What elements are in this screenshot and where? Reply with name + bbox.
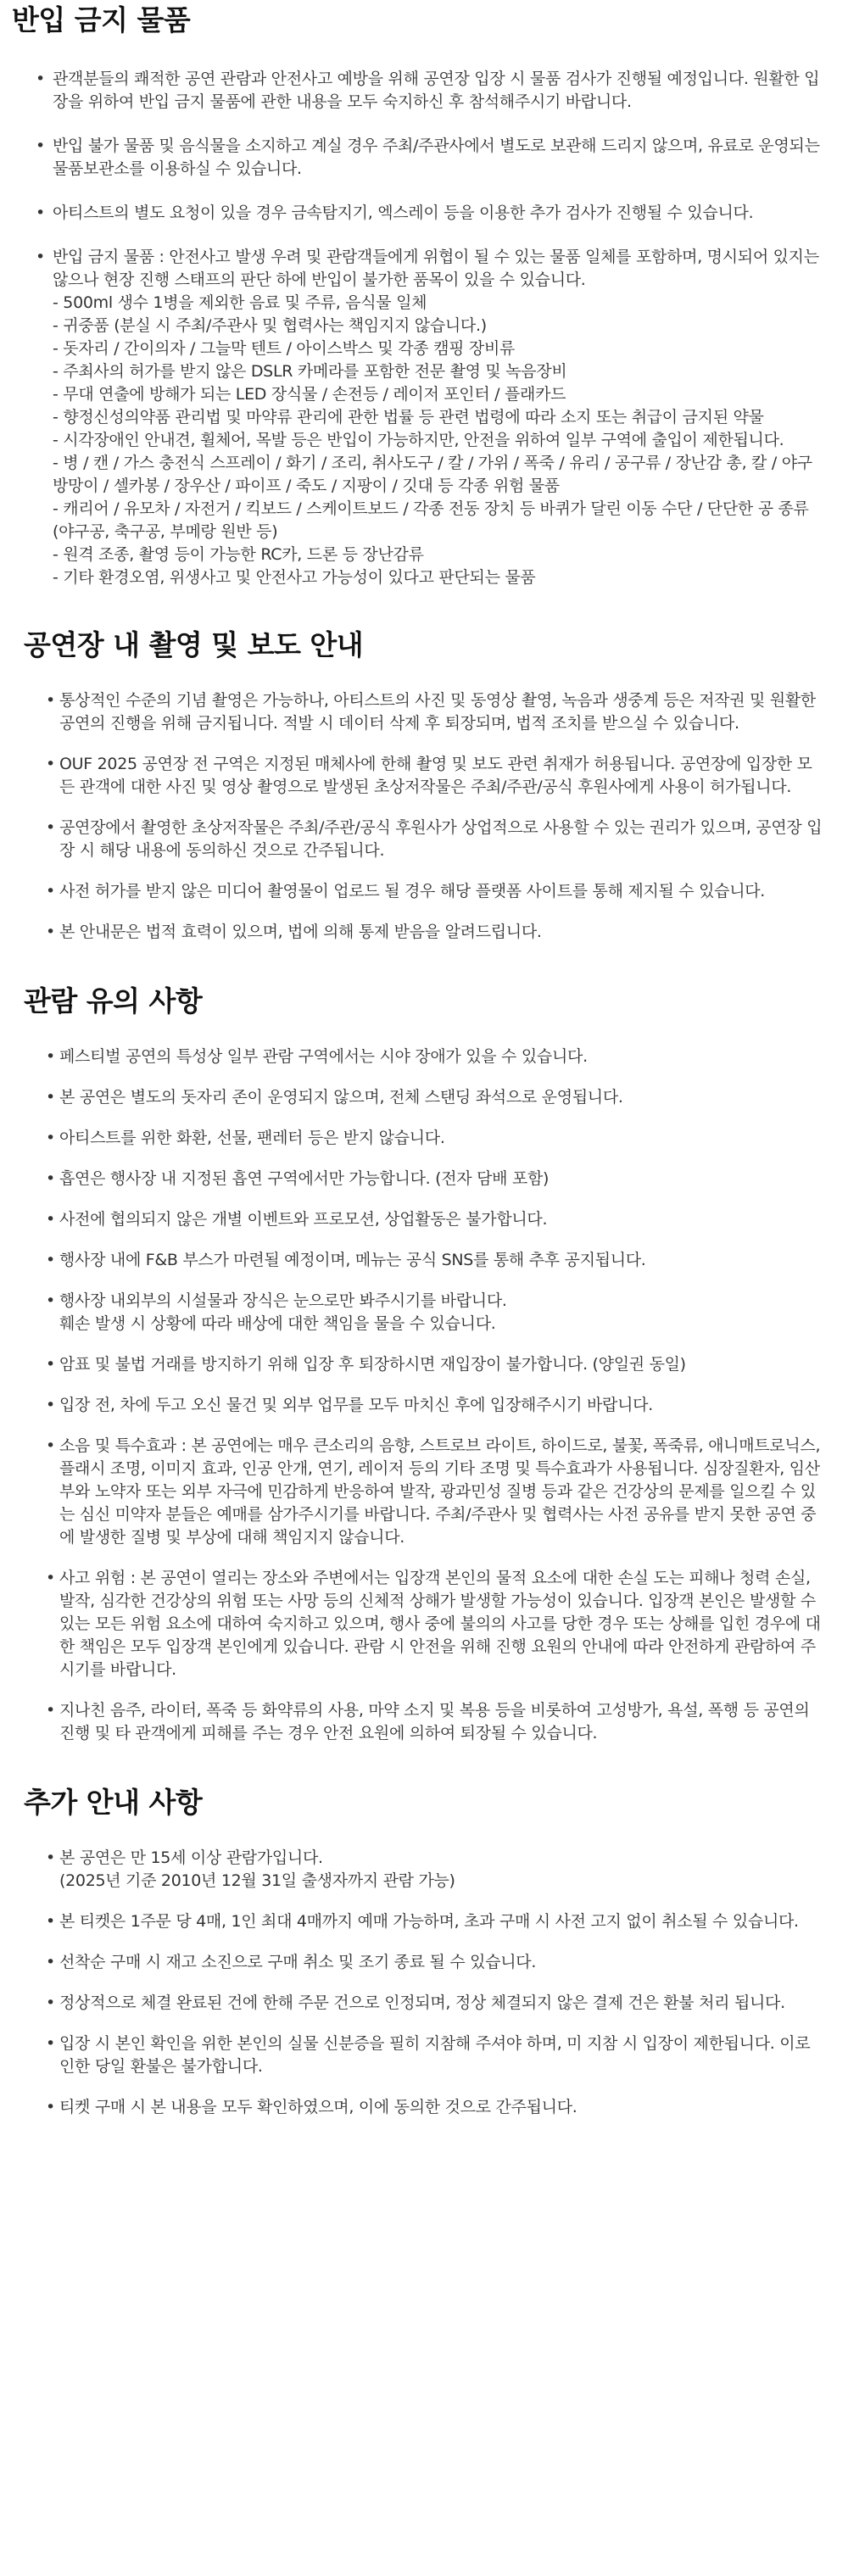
list-item: • 관객분들의 쾌적한 공연 관람과 안전사고 예방을 위해 공연장 입장 시 물품 검사가 진행될 예정입니다. 원활한 입장을 위하여 반입 금지 물품에 관한 내용을 모두 숙지하신 후 참석해주시기 바랍니다. <box>12 68 824 114</box>
list-item: • 아티스트의 별도 요청이 있을 경우 금속탐지기, 엑스레이 등을 이용한 추가 검사가 진행될 수 있습니다. <box>12 202 824 225</box>
section-title: 추가 안내 사항 <box>24 1786 203 1819</box>
list-item: • 반입 금지 물품 : 안전사고 발생 우려 및 관람객들에게 위협이 될 수 있는 물품 일체를 포함하며, 명시되어 있지는 않으나 현장 진행 스태프의 판단 하에 반입이 불가한 품목이 있을 수 있습니다. - 500ml 생수 1병을 제외한 음료 및 주류, 음식물 일체 - 귀중품 (분실 시 주최/주관사 및 협력사는 책임지지 않습니다.) - 돗자리 / 간이의자 / 그늘막 텐트 / 아이스박스 및 각종 캠핑 장비류 - 주최사의 허가를 받지 않은 DSLR 카메라를 포함한 전문 촬영 및 녹음장비 - 무대 연출에 방해가 되는 LED 장식물 / 손전등 / 레이저 포인터 / 플래카드 - 향정신성의약품 관리법 및 마약류 관리에 관한 법률 등 관련 법령에 따라 소지 또는 취급이 금지된 약물 - 시각장애인 안내견, 휠체어, 목발 등은 반입이 가능하지만, 안전을 위하여 일부 구역에 출입이 제한됩니다. - 병 / 캔 / 가스 충전식 스프레이 / 화기 / 조리, 취사도구 / 칼 / 가위 / 폭죽 / 유리 / 공구류 / 장난감 총, 칼 / 야구방망이 / 셀카봉 / 장우산 / 파이프 / 죽도 / 지팡이 / 깃대 등 각종 위험 물품 - 캐리어 / 유모차 / 자전거 / 킥보드 / 스케이트보드 / 각종 전동 장치 등 바퀴가 달린 이동 수단 / 단단한 공 종류 (야구공, 축구공, 부메랑 원반 등) - 원격 조종, 촬영 등이 가능한 RC카, 드론 등 장난감류 - 기타 환경오염, 위생사고 및 안전사고 가능성이 있다고 판단되는 물품 <box>12 246 824 589</box>
section-viewing-notes <box>12 981 824 1745</box>
list-item: • 흡연은 행사장 내 지정된 흡연 구역에서만 가능합니다. (전자 담배 포함) <box>12 1168 824 1190</box>
list-item: • 본 안내문은 법적 효력이 있으며, 법에 의해 통제 받음을 알려드립니다. <box>12 921 824 944</box>
list-item: • 행사장 내에 F&B 부스가 마련될 예정이며, 메뉴는 공식 SNS를 통해 추후 공지됩니다. <box>12 1249 824 1272</box>
section-title: 반입 금지 물품 <box>12 3 191 36</box>
list-item: • 입장 전, 차에 두고 오신 물건 및 외부 업무를 모두 마치신 후에 입장해주시기 바랍니다. <box>12 1394 824 1417</box>
section-title: 공연장 내 촬영 및 보도 안내 <box>24 628 364 661</box>
list-item: • 반입 불가 물품 및 음식물을 소지하고 계실 경우 주최/주관사에서 별도로 보관해 드리지 않으며, 유료로 운영되는 물품보관소를 이용하실 수 있습니다. <box>12 135 824 181</box>
list-item: • 입장 시 본인 확인을 위한 본인의 실물 신분증을 필히 지참해 주셔야 하며, 미 지참 시 입장이 제한됩니다. 이로 인한 당일 환불은 불가합니다. <box>12 2032 824 2078</box>
list-item: • 통상적인 수준의 기념 촬영은 가능하나, 아티스트의 사진 및 동영상 촬영, 녹음과 생중계 등은 저작권 및 원활한 공연의 진행을 위해 금지됩니다. 적발 시 데이터 삭제 후 퇴장되며, 법적 조치를 받으실 수 있습니다. <box>12 689 824 735</box>
section-list <box>12 1847 824 2119</box>
list-item: • OUF 2025 공연장 전 구역은 지정된 매체사에 한해 촬영 및 보도 관련 취재가 허용됩니다. 공연장에 입장한 모든 관객에 대한 사진 및 영상 촬영으로 발생된 초상저작물은 주최/주관/공식 후원사에게 사용이 허가됩니다. <box>12 753 824 799</box>
list-item: • 본 공연은 별도의 돗자리 존이 운영되지 않으며, 전체 스탠딩 좌석으로 운영됩니다. <box>12 1086 824 1109</box>
list-item: • 아티스트를 위한 화환, 선물, 팬레터 등은 받지 않습니다. <box>12 1127 824 1150</box>
list-item: • 암표 및 불법 거래를 방지하기 위해 입장 후 퇴장하시면 재입장이 불가합니다. (양일권 동일) <box>12 1353 824 1376</box>
list-item: • 정상적으로 체결 완료된 건에 한해 주문 건으로 인정되며, 정상 체결되지 않은 결제 건은 환불 처리 됩니다. <box>12 1992 824 2015</box>
list-item: • 사전 허가를 받지 않은 미디어 촬영물이 업로드 될 경우 해당 플랫폼 사이트를 통해 제지될 수 있습니다. <box>12 880 824 903</box>
section-list <box>12 689 824 944</box>
section-additional-info <box>12 1782 824 2119</box>
list-item: • 페스티벌 공연의 특성상 일부 관람 구역에서는 시야 장애가 있을 수 있습니다. <box>12 1045 824 1068</box>
list-item: • 선착순 구매 시 재고 소진으로 구매 취소 및 조기 종료 될 수 있습니다. <box>12 1951 824 1974</box>
section-title: 관람 유의 사항 <box>24 984 203 1018</box>
list-item: • 본 공연은 만 15세 이상 관람가입니다. (2025년 기준 2010년 12월 31일 출생자까지 관람 가능) <box>12 1847 824 1893</box>
section-list <box>12 68 824 589</box>
list-item: • 사전에 협의되지 않은 개별 이벤트와 프로모션, 상업활동은 불가합니다. <box>12 1208 824 1231</box>
list-item: • 본 티켓은 1주문 당 4매, 1인 최대 4매까지 예매 가능하며, 초과 구매 시 사전 고지 없이 취소될 수 있습니다. <box>12 1910 824 1933</box>
section-list <box>12 1045 824 1745</box>
list-item: • 공연장에서 촬영한 초상저작물은 주최/주관/공식 후원사가 상업적으로 사용할 수 있는 권리가 있으며, 공연장 입장 시 해당 내용에 동의하신 것으로 간주됩니다. <box>12 817 824 862</box>
list-item: • 사고 위험 : 본 공연이 열리는 장소와 주변에서는 입장객 본인의 물적 요소에 대한 손실 도는 피해나 청력 손실, 발작, 심각한 건강상의 위험 또는 사망 등의 신체적 상해가 발생할 가능성이 있습니다. 입장객 본인은 발생할 수 있는 모든 위험 요소에 대하여 숙지하고 있으며, 행사 중에 불의의 사고를 당한 경우 또는 상해를 입힌 경우에 대한 책임은 모두 입장객 본인에게 있습니다. 관람 시 안전을 위해 진행 요원의 안내에 따라 안전하게 관람하여 주시기를 바랍니다. <box>12 1567 824 1681</box>
list-item: • 소음 및 특수효과 : 본 공연에는 매우 큰소리의 음향, 스트로브 라이트, 하이드로, 불꽃, 폭죽류, 애니매트로닉스, 플래시 조명, 이미지 효과, 인공 안개, 연기, 레이저 등의 기타 조명 및 특수효과가 사용됩니다. 심장질환자, 임산부와 노약자 또는 외부 자극에 민감하게 반응하여 발작, 광과민성 질병 등과 같은 건강상의 문제를 일으킬 수 있는 심신 미약자 분들은 예매를 삼가주시기를 바랍니다. 주최/주관사 및 협력사는 사전 공유를 받지 못한 공연 중에 발생한 질병 및 부상에 대해 책임지지 않습니다. <box>12 1435 824 1549</box>
section-filming-press <box>12 625 824 944</box>
section-prohibited-items <box>12 0 824 589</box>
list-item: • 행사장 내외부의 시설물과 장식은 눈으로만 봐주시기를 바랍니다. 훼손 발생 시 상황에 따라 배상에 대한 책임을 물을 수 있습니다. <box>12 1290 824 1335</box>
list-item: • 티켓 구매 시 본 내용을 모두 확인하였으며, 이에 동의한 것으로 간주됩니다. <box>12 2096 824 2119</box>
list-item: • 지나친 음주, 라이터, 폭죽 등 화약류의 사용, 마약 소지 및 복용 등을 비롯하여 고성방가, 욕설, 폭행 등 공연의 진행 및 타 관객에게 피해를 주는 경우 안전 요원에 의하여 퇴장될 수 있습니다. <box>12 1699 824 1745</box>
